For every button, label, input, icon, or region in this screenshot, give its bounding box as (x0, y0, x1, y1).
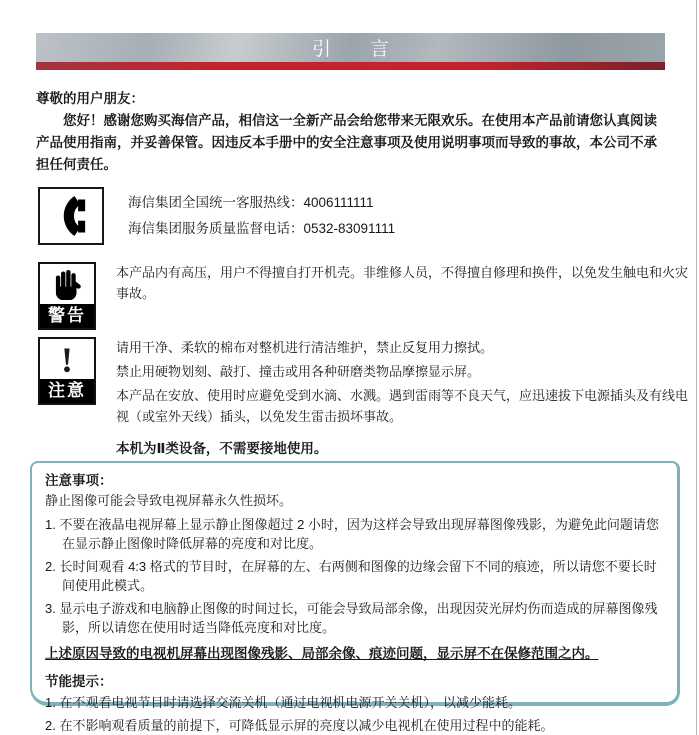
notice-item: 3. 显示电子游戏和电脑静止图像的时间过长，可能会导致局部余像，出现因荧光屏灼伤而造成的屏幕图像残影，所以请您在使用时适当降低亮度和对比度。 (45, 601, 658, 635)
caution-item: 禁止用硬物划刻、敲打、撞击或用各种研磨类物品摩擦显示屏。 (116, 364, 481, 379)
energy-tip: 2. 在不影响观看质量的前提下，可降低显示屏的亮度以减少电视机在使用过程中的能耗。 (45, 718, 554, 733)
hotline-line-2: 海信集团服务质量监督电话：0532-83091111 (128, 221, 396, 236)
warranty-note: 上述原因导致的电视机屏幕出现图像残影、局部余像、痕迹问题，显示屏不在保修范围之内。 (45, 646, 599, 661)
caution-item: 本产品在安放、使用时应避免受到水滴、水溅。遇到雷雨等不良天气，应迅速拔下电源插头及有线电视（或室外天线）插头，以免发生雷击损坏事故。 (116, 388, 689, 424)
warning-label: 警告 (40, 304, 94, 328)
phone-icon (38, 187, 104, 245)
energy-tips-title: 节能提示： (45, 674, 113, 689)
warning-text: 本产品内有高压，用户不得擅自打开机壳。非维修人员，不得擅自修理和换件，以免发生触电和火灾事故。 (116, 265, 689, 301)
notice-item: 2. 长时间观看 4:3 格式的节目时，在屏幕的左、右两侧和图像的边缘会留下不同的痕迹，所以请您不要长时间使用此模式。 (45, 559, 657, 593)
hotline-text (128, 187, 395, 245)
class2-device-note: 本机为Ⅱ类设备，不需要接地使用。 (116, 441, 328, 456)
caution-item: 请用干净、柔软的棉布对整机进行清洁维护，禁止反复用力擦拭。 (116, 340, 494, 355)
caution-label: 注意 (40, 379, 94, 403)
notice-item: 1. 不要在液晶电视屏幕上显示静止图像超过 2 小时，因为这样会导致出现屏幕图像残影，为避免此问题请您在显示静止图像时降低屏幕的亮度和对比度。 (45, 517, 659, 551)
hotline-section (38, 187, 395, 245)
hotline-line-1: 海信集团全国统一客服热线：4006111111 (128, 195, 374, 210)
stop-hand-icon (40, 264, 94, 304)
notice-box (30, 461, 680, 733)
caution-sign (38, 337, 96, 405)
warning-sign (38, 262, 96, 330)
warning-section (38, 262, 699, 330)
notice-title: 注意事项： (45, 473, 113, 488)
intro-body: 您好！感谢您购买海信产品，相信这一全新产品会给您带来无限欢乐。在使用本产品前请您认真阅读产品使用指南，并妥善保管。因违反本手册中的安全注意事项及使用说明事项而导致的事故，本公司不承担任何责任。 (36, 113, 657, 172)
section-header-bar (36, 33, 665, 62)
intro-paragraph (36, 88, 668, 176)
notice-lead: 静止图像可能会导致电视屏幕永久性损坏。 (45, 493, 293, 508)
intro-salutation: 尊敬的用户朋友： (36, 91, 144, 106)
caution-text (116, 337, 699, 459)
energy-tip: 1. 在不观看电视节目时请选择交流关机（通过电视机电源开关关机），以减少能耗。 (45, 695, 521, 710)
exclamation-icon: ! (40, 339, 94, 379)
caution-section (38, 337, 699, 459)
page-title: 引 言 (311, 39, 399, 60)
header-red-bar (36, 62, 665, 70)
